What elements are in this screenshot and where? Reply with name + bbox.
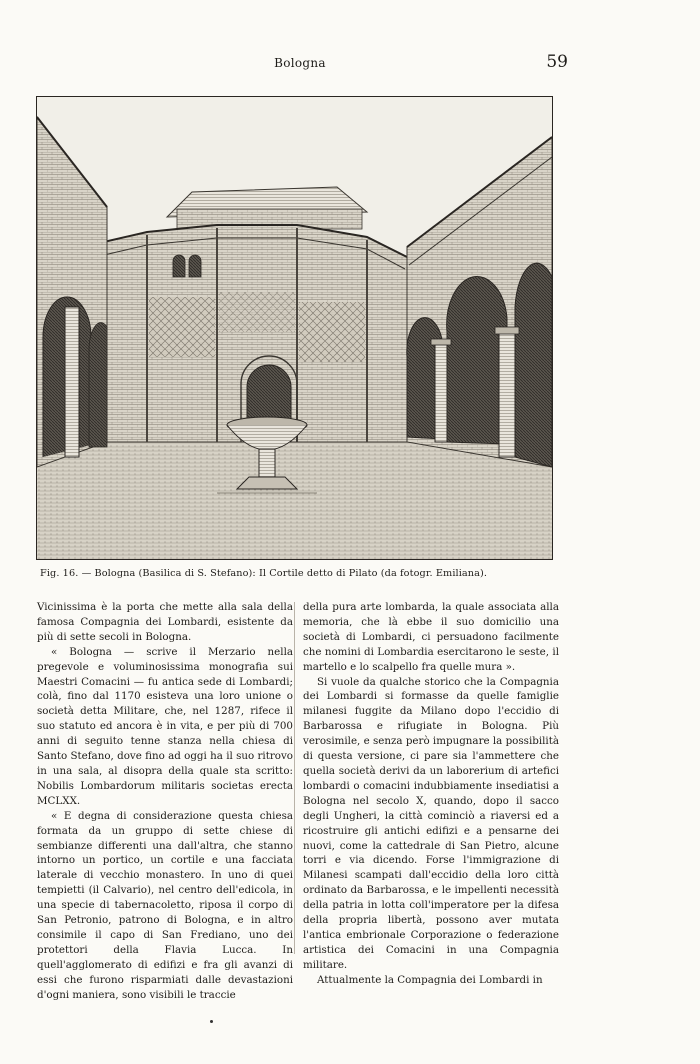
page-number: 59: [546, 52, 568, 72]
figure-caption: Fig. 16. — Bologna (Basilica di S. Stefano): Il Cortile detto di Pilato (da fotogr. Emiliana).: [40, 568, 488, 579]
figure-courtyard-engraving: [36, 96, 553, 560]
paragraph: della pura arte lombarda, la quale associata alla memoria, che là ebbe il suo domicilio una società di Lombardi, ci persuadono facilmente che nomini di Lombardia esercitarono le seste, il martello e lo scalpello fra quelle mura ».: [303, 601, 559, 673]
paragraph: Vicinissima è la porta che mette alla sala della famosa Compagnia dei Lombardi, esistente da più di sette secoli in Bologna.: [37, 601, 293, 643]
paragraph: « Bologna — scrive il Merzario nella pregevole e voluminosissima monografia sui Maestri Comacini — fu antica sede di Lombardi; colà, fino dal 1170 esisteva una loro unione o società detta Militare, che, nel 1287, rifece il suo statuto ed ancora è in vita, e per più di 700 anni di seguito tenne stanza nella chiesa di Santo Stefano, dove fino ad oggi ha il suo ritrovo in una sala, al disopra della quale sta scritto: Nobilis Lombardorum militaris societas erecta MCLXX.: [37, 645, 293, 807]
running-title: Bologna: [274, 56, 326, 70]
engraving-illustration: [37, 97, 552, 559]
text-column-left: [37, 600, 293, 1002]
paragraph: « E degna di considerazione questa chiesa formata da un gruppo di sette chiese di sembianze differenti una dall'altra, che stanno intorno un portico, un cortile e una facciata laterale di vecchio monastero. In uno di quei tempietti (il Calvario), nel centro dell'edicola, in una specie di tabernacoletto, riposa il corpo di San Petronio, patrono di Bologna, e in altro consimile il capo di San Frediano, uno dei protettori della Flavia Lucca. In quell'agglomerato di edifizi e fra gli avanzi di essi che furono risparmiati dalle devastazioni d'ogni maniera, sono visibili le traccie: [37, 809, 293, 1001]
text-column-right: [303, 600, 559, 988]
running-head: [0, 54, 700, 74]
page-mark: [210, 1020, 213, 1023]
paragraph: Si vuole da qualche storico che la Compagnia dei Lombardi si formasse da quelle famiglie milanesi fuggite da Milano dopo l'eccidio di Barbarossa e rifugiate in Bologna. Più verosimile, e senza però impugnare la possibilità di questa versione, ci pare sia l'ammettere che quella società derivi da un laborerium di artefici lombardi o comacini indubbiamente insediatisi a Bologna nel secolo X, quando, dopo il sacco degli Ungheri, la città cominciò a riaversi ed a ricostruire gli antichi edifizi e a pensarne dei nuovi, come la cattedrale di San Pietro, alcune torri e via dicendo. Forse l'immigrazione di Milanesi scampati dall'eccidio della loro città ordinato da Barbarossa, e le impellenti necessità della patria in lotta coll'imperatore per la difesa della propria libertà, possono aver mutata l'antica embrionale Corporazione o federazione artistica dei Comacini in una Compagnia militare.: [303, 675, 559, 971]
column-divider: [294, 602, 295, 954]
paragraph: Attualmente la Compagnia dei Lombardi in: [317, 973, 543, 986]
